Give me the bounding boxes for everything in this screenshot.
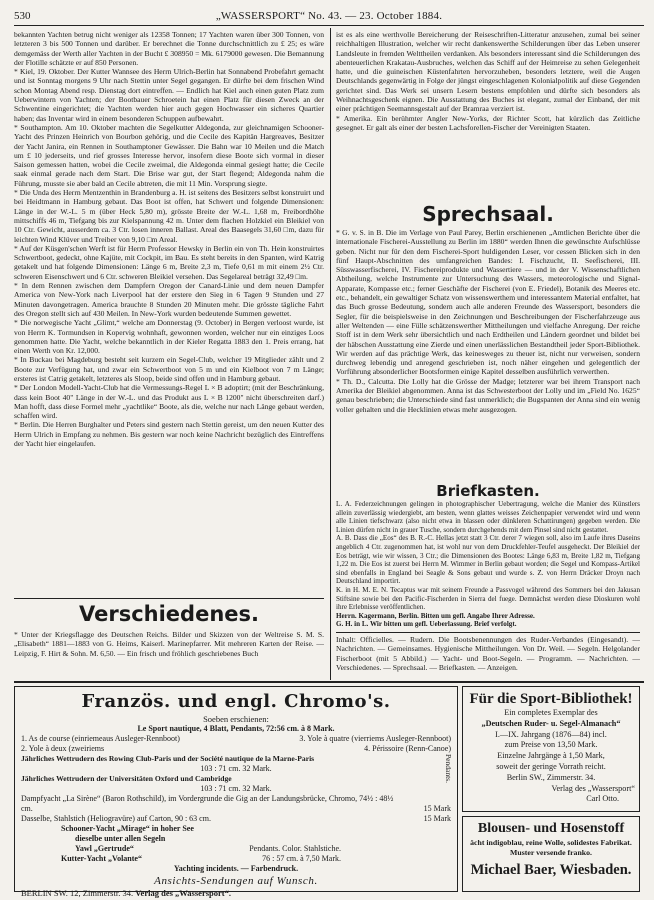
masthead-title: „WASSERSPORT“ No. 43. — 23. October 1884. — [215, 10, 443, 22]
left-column — [14, 30, 324, 595]
article-paragraph: * In Buckau bei Magdeburg besteht seit kurzem ein Segel-Club, welcher 19 Mitglieder zählt und 2 Boote zur Verfügung hat, und zwar ein Schwertboot von 5 m und ein Kielboot von 7 m Länge; ersteres ist Catrig getakelt, letzteres als Sloop, beide sind offen und in Hamburg gebaut. — [14, 355, 324, 383]
chromos-ad-line: 3. Yole à quatre (vierriems Ausleger-Rennboot) — [299, 734, 451, 743]
briefkasten-entry: A. B. Dass die „Eos“ des B. R.-C. Hellas jetzt statt 3 Ctr. derer 7 wiegen soll, also im Laufe ihres Daseins angeblich 4 Ctr. zugenommen hat, ist wohl nur von dem Druckfehler-Teufel ausgeheckt. Der Bleikiel der Eos beträgt, wie wir wissen, 3 Ctr.; die Dimensionen des Bootes: Länge 6,83 m, Breite 1,82 m, Tiefgang 1,22 m. Die Eos ist zuerst bei Herrn M. Wimmer in Berlin gebaut worden; die Segel und Kompass-Artikel sind ebenfalls in England bei Seagle & Sons gebaut und wurde s. Z. von Herrn Dräcker Droyn nach Deutschland importirt. — [336, 534, 640, 586]
bibliothek-ad-line: Ein completes Exemplar des — [504, 708, 598, 717]
bibliothek-ad-line: zum Preise von 13,50 Mark. — [504, 740, 598, 750]
inhalt-text: Inhalt: Officielles. — Rudern. Die Bootsbenennungen des Ruder-Verbandes (Eingesandt). — Nachrichten. — Gemeinsames. Hygienische Mittheilungen. Von Dr. Weil. — Segeln. Helgolander Fischerboot (mit 5 Abbild.) — Yacht- und Boot-Segeln. — Programm. — Nachrichten. — Verschiedenes. — Sprechsaal. — Briefkasten. — Anzeigen. — [336, 635, 640, 672]
article-paragraph: * Amerika. Ein berühmter Angler New-Yorks, der Richter Scott, hat kürzlich das Zeitliche gesegnet. Er galt als einer der besten Lachsforellen-Fischer der Vereinigten Staaten. — [336, 113, 640, 132]
article-paragraph: * Berlin. Die Herren Burghalter und Peters sind gestern nach Stettin gereist, um den neuen Kutter des Herrn Ulrich in Empfang zu nehmen. Bis gestern war noch keine Nachricht bezüglich des Eintreffens der Yacht hier eingelaufen. — [14, 420, 324, 449]
chromos-ad-line: Kutter-Yacht „Volante“ — [61, 854, 142, 863]
inhalt-box — [336, 635, 640, 677]
bibliothek-ad-line: „Deutschen Ruder- u. Segel-Almanach“ — [481, 718, 621, 728]
blousen-ad-title: Blousen- und Hosenstoff — [477, 821, 625, 836]
briefkasten-section — [336, 500, 640, 628]
article-paragraph: * Die Unda des Herrn Mentzenthin in Brandenburg a. H. ist seitens des Besitzers selbst konstruirt und bei Heidtmann in Hamburg gebaut. Das Boot ist offen, hat Schwert und folgende Dimensionen: Länge in der W.-L. 5 m (über Heck 5,80 m), grösste Breite der W.-L. 1,68 m, Freibordhöhe mittschiffs 46 m, Tiefgang bis zur Kielspannung 42 m. Unter dem flachen Holzkiel ein Bleikiel von 10 Ctr. Gewicht, ausserdem ca. 3 Ctr. losen inneren Ballast. Areal des Baasegels 31,60 □m, dazu für leichten Wind Klüver und Treiber von 9,10 □m Areal. — [14, 188, 324, 244]
blousen-ad-line: Muster versende franko. — [510, 848, 592, 857]
sprechsaal-text — [336, 228, 640, 478]
page-number: 530 — [14, 10, 31, 22]
briefkasten-entry: Herrn. Kagermann, Berlin. Bitten um gefl. Angabe Ihrer Adresse. — [336, 611, 535, 620]
chromos-ad-line: Pendants. Color. Stahlstiche. — [249, 844, 341, 853]
chromos-ad-address: BERLIN SW. 12, Zimmerstr. 34. — [21, 888, 134, 898]
bibliothek-ad-line: Carl Otto. — [586, 794, 619, 804]
chromos-ad-line: Yachting incidents. — Farbendruck. — [173, 864, 299, 873]
chromos-ad-line: 103 : 71 cm. 32 Mark. — [200, 784, 272, 793]
verschiedenes-text — [14, 630, 324, 678]
chromos-ad-line: Le Sport nautique, 4 Blatt, Pendants, 72:56 cm. à 8 Mark. — [137, 724, 335, 733]
chromos-ad-line: 103 : 71 cm. 32 Mark. — [200, 764, 272, 773]
chromos-ad-line: 4. Périssoire (Renn-Canoe) — [364, 744, 451, 753]
chromos-ad-footer-note: Ansichts-Sendungen auf Wunsch. — [154, 875, 318, 887]
pendants-vertical-label: Pendants. — [444, 754, 453, 783]
chromos-ad-line: 76 : 57 cm. à 7,50 Mark. — [262, 854, 341, 863]
chromos-ad-line: Jährliches Wettrudern des Rowing Club-Paris und der Société nautique de la Marne-Paris — [21, 754, 315, 763]
chromos-ad-line: Schooner-Yacht „Mirage“ in hoher See — [61, 824, 194, 833]
section-rule — [14, 598, 324, 599]
right-column-top — [336, 30, 640, 200]
chromos-ad-line: 1. As de course (einriemeaus Ausleger-Rennboot) — [21, 734, 180, 743]
chromos-ad-title: Französ. und engl. Chromo's. — [81, 691, 391, 712]
blousen-ad — [462, 816, 640, 892]
chromos-ad-list — [21, 724, 451, 874]
verschiedenes-paragraph: * Unter der Kriegsflagge des Deutschen Reichs. Bilder und Skizzen von der Weltreise S. M. S. „Elisabeth“ 1881—1883 von G. Heims, Kaiserl. Marinepfarrer. Mit mehreren Karten der Reise. — Leipzig, F. Hirt & Sohn. M. 6,50. — Ein frisch und fröhlich geschriebenes Buch — [14, 630, 324, 658]
chromos-ad-subtitle: Soeben erschienen: — [203, 714, 269, 724]
article-paragraph: ist es als eine werthvolle Bereicherung der Reiseschriften-Litteratur anzusehen, zumal bei seiner reichhaltigen Illustration, welcher wir recht dankenswerthe Schilderungen über das Leben unserer Landsleute in fremden Welttheilen verdanken. Als besonders interessant sind die Schilderungen des abenteuerlichen Krakatau-Ausbruches, welchen das Schiff auf der Heimreise zu sehen Gelegenheit hatte, und die guineischen Küstenfahrten hervorzuheben, besonders letztere, weil die Augen Deutschlands gegenwärtig in Folge der jüngst eingeschlagenen Kolonialpolitik auf diese Gegenden gerichtet sind. Das Werk sei unsern Lesern bestens empfohlen und dürfte sich besonders als Weihnachtsgeschenk eignen. Die Ausstattung des Buches ist elegant, zumal der Einband, der mit einer prächtigen Seemannsgestalt auf der Bramraa verziert ist. — [336, 30, 640, 114]
chromos-ad-line: Dasselbe, Stahlstich (Heliogravüre) auf Carton, 90 : 63 cm. — [21, 814, 211, 823]
article-paragraph: * Auf der Küsgen'schen Werft ist für Herrn Professor Hewsky in Berlin ein von Th. Hein konstruirtes Schwertboot, gedeckt, ohne Kajüte, mit Cockpit, im Bau. Es steht bereits in den Spanten, wird Katrig getakelt und hat folgende Dimensionen: Länge 6 m, Breite 2,3 m, Tiefe 0,61 m mit einem 2½ Ctr. schweren Eisenschwert und 6 Ctr. schweren Bleikiel versehen. Das Segelareal beträgt 32,49 □m. — [14, 243, 324, 281]
briefkasten-heading: Briefkasten. — [436, 482, 540, 500]
inhalt-rule — [336, 632, 640, 633]
chromos-ad-line: dieselbe unter allen Segeln — [75, 834, 166, 843]
column-divider — [330, 28, 331, 680]
article-paragraph: * Der London Modell-Yacht-Club hat die Vermessungs-Regel L × B adoptirt; (mit der Beschränkung, dass kein Boot 40" Länge in der W.-L. und das Produkt aus L × B 1200" nicht überschreiten darf.) Man hofft, dass diese Formel mehr „yachtlike“ Boote, als die, welche nur nach Länge gebaut werden, schaffen wird. — [14, 383, 324, 421]
article-paragraph: * Die norwegische Yacht „Glimt,“ welche am Donnerstag (9. October) in Bergen verloost wurde, ist von Herrn K. Tormundsen in Kopervig wohnhaft, gewonnen worden, welcher nur ein einziges Loos genommen hatte. Die Yacht, welche bekanntlich in der Kieler Regatta 1883 den 1. Preis errang, hat einen Werth von Kr. 12,000. — [14, 318, 324, 356]
bibliothek-ad-line: soweit der geringe Vorrath reicht. — [496, 761, 606, 771]
briefkasten-entry: G. H. in L. Wir bitten um gefl. Ueberlassung. Brief verfolgt. — [336, 620, 517, 628]
bibliothek-ad — [462, 686, 640, 812]
header-rule — [14, 25, 644, 26]
verschiedenes-heading: Verschiedenes. — [79, 602, 259, 626]
article-paragraph: * G. v. S. in B. Die im Verlage von Paul Parey, Berlin erschienenen „Amtlichen Berichte über die internationale Fischerei-Ausstellung zu Berlin im 1880“ werden Ihnen die gewünschte Aufschlüsse geben. Nicht nur für den dem Fischerei-Sport huldigenden Leser, vor cessen Blicken sich in den fünf Haupt-Abschnitten des umfangreichen Bandes: I. Fischzucht, II. Seefischerei, III. Süsswasserfischerei, IV. Fischereiprodukte und Wassertiere — und in der V. Wissenschaftlichen Abtheilung, welche Instrumente zur Untersuchung des Wassers, meteorologische und Signal-Apparate, Kompasse etc.; ferner Geschäfte der Fischerei (von E. Friedel), Botanik des Meeres etc. etc., behandelt, ein gewaltiger Schatz von wissenswerthem und interessantem Material entfaltet, hat das Buch grosse Bedeutung, sondern auch alle anderen Freunde des Wassersport, besonders die Segler, für die beispielsweise in den Zeichnungen und Beschreibungen der Fischerfahrzeuge aus aller Weltenden — eine Fülle schätzenswerther Mittheilungen und vielfache Anregung. Der reiche Stoff ist in dem Werk sehr übersichtlich und nach Erdtheilen und Ländern geordnet und bildet bei der häbschen Ausstattung eine Zierde und einen unerlässlichen Bestandtheil jeder Sport-Bibliothek. Wir werden auf das prächtige Werk, das keinesweges zu theuer ist, nicht nur verweisen, sondern durchweg lebendig und anregend geschrieben ist, noch näher eingehen und gelegentlich der Vorführung absonderlicher Bootsformen einige Kapitel desselben ausführlich verwerthen. — [336, 228, 640, 377]
chromos-ad-line: Jährliches Wettrudern der Universitäten Oxford und Cambridge — [21, 774, 232, 783]
bibliothek-ad-line: Berlin SW., Zimmerstr. 34. — [506, 772, 596, 782]
page-header — [14, 8, 644, 24]
chromos-ad-line: Dampfyacht „La Sirène“ (Baron Rothschild), im Vordergrunde die Gig an der Landungsbrücke, Chromo, 74½ : 48½ cm. — [21, 794, 394, 813]
chromos-ad — [14, 686, 458, 898]
briefkasten-entry: L. A. Federzeichnungen gelingen in photographischer Uebertragung, welche die Manier des Künstlers allein zuverlässig wiedergiebt, am besten, wenn glattes weisses Zeichenpapier verwendet wird und wenn alle Linien tiefschwarz (also nicht etwa in blassen oder dünkleren Schattirungen) gegeben werden. Die Linien dürfen nicht in grauer Tusche, sondern durchgehends mit dem Pinsel sind nicht gestattet. — [336, 500, 640, 534]
bibliothek-ad-line: Einzelne Jahrgänge à 1,50 Mark, — [497, 751, 605, 761]
ads-top-rule — [14, 681, 644, 683]
article-paragraph: bekannten Yachten betrug nicht weniger als 12358 Tonnen; 17 Yachten waren über 300 Tonnen, von letzteren 3 bis 500 Tonnen und darüber. Er berechnet die Tonne durchschnittlich zu £ 25; es wäre demgemäss der Werth aller Yachten in der Bucht £ 308950 = Mk. 6179000 gewesen. Die Bemannung der Flotille schätzte er auf 850 Personen. — [14, 30, 324, 67]
chromos-ad-line: 15 Mark — [423, 804, 451, 813]
article-paragraph: * Kiel, 19. Oktober. Der Kutter Wannsee des Herrn Ulrich-Berlin hat Sonnabend Probefahrt gemacht und ist Sonntag morgens 9 Uhr nach Stettin unter Segel gegangen. Er dürfte bei dem frischen Wind schon Montag Abend resp. Dienstag dort eintreffen. — Endlich hat Kiel auch einen guten Platz zum Ueberwintern von Yachten; der Bootbauer Schroetein hat einen Platz für diesen Zweck an der Schwentine eingerichtet; die Yachten werden hier auch gegen Hochwasser ein sicheres Quartier haben; das Inventar wird in einem besonderen Schuppen aufbewahrt. — [14, 67, 324, 123]
chromos-ad-line: 15 Mark — [423, 814, 451, 823]
article-paragraph: * Th. D., Calcutta. Die Lolly hat die Grösse der Madge; letzterer war bei ihrem Transport nach Amerika der Bleikiel abgenommen. Anna ist das Schwesterboot der Lolly und im „Field No. 1625“ genau beschrieben; die Unterschiede sind fast unmerklich; die Bugspanten der Anna sind ein wenig voller gehalten und die Hecklinien etwas mehr ausgezogen. — [336, 376, 640, 414]
chromos-ad-publisher: Verlag des „Wassersport“. — [135, 888, 231, 898]
chromos-ad-line: 2. Yole à deux (zweiriems — [21, 744, 105, 753]
chromos-ad-line: Yawl „Gertrude“ — [75, 844, 134, 853]
bibliothek-ad-title: Für die Sport-Bibliothek! — [469, 691, 633, 707]
article-paragraph: * Southampton. Am 10. Oktober machten die Segelkutter Aldegonda, zur gleichnamigen Schooner-Yacht des Prinzen Heinrich von Bourbon gehörig, und die Cecile des Kapitän Hargreaves, Besitzer der Yacht Janira, ein Rennen in Southamptoner Gewässer. Die Bahn war 10 Meilen und die Match um £ 10 jederseits, und rief grosses Interesse hervor, insofern diese Boote sich vormal in dieser Saison gemessen hatten, wobei die Cecile zweimal, die Aldegonda einmal gesiegt hatte; die Cecile saak einmal gerade nach dem Start. Die Brise war gut, der Start flegend; Aldegonda nahm die Führung, musste sie aber bald an Cecile abtreten, die mit 11 Min. Vorsprung siegte. — [14, 122, 324, 188]
sprechsaal-heading: Sprechsaal. — [422, 202, 554, 226]
briefkasten-entry: K. in H. M. E. N. Tecaptus war mit seinem Freunde a Passvogel während des Sommers bei den Jakusan Stiftsine sowie bei den Pacific-Fischerden in Sierra del fuege. Demnächst werden diese Dioskuren wohl ihre Erlebnisse veröffentlichen. — [336, 585, 640, 612]
blousen-ad-signature: Michael Baer, Wiesbaden. — [470, 862, 632, 878]
blousen-ad-line: ächt indigoblau, reine Wolle, solidestes Fabrikat. — [470, 838, 632, 847]
bibliothek-ad-line: Verlag des „Wassersport“ — [551, 783, 635, 793]
bibliothek-ad-line: I.—IX. Jahrgang (1876—84) incl. — [495, 729, 607, 739]
article-paragraph: * In dem Rennen zwischen dem Dampfern Oregon der Canard-Linie und dem neuen Dampfer America von New-York nach Liverpool hat der erstere den Sieg in 6 Tagen 9 Stunden und 27 Minuten davongetragen. America brauchte 8 Stunden 20 Minuten mehr. Die grösste tägliche Fahrt des Oregon stellt sich auf 430 Meilen. In New-York wurden bedeutende Summen gewettet. — [14, 281, 324, 318]
